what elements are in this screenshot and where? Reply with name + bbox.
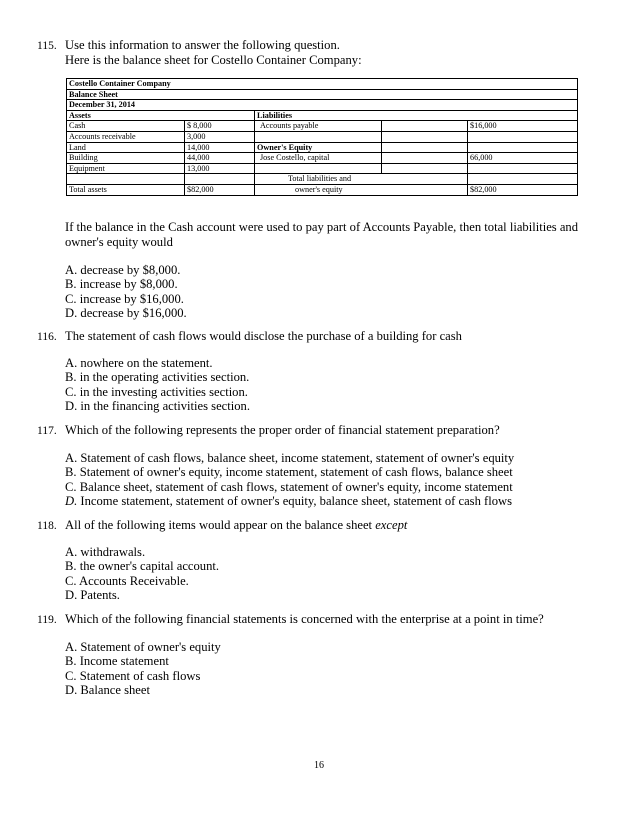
question-number: 116. [37,331,57,343]
asset-value: $ 8,000 [185,121,255,132]
answer-options [65,263,187,320]
table-row [67,142,578,153]
answer-option: D. in the financing activities section. [65,398,251,413]
answer-option: A. nowhere on the statement. [65,356,213,370]
answer-option: D. Patents. [65,587,120,602]
table-row [67,121,578,132]
asset-label: Cash [67,121,185,132]
empty-cell [382,153,468,164]
empty-cell [382,121,468,132]
liability-value [468,174,578,185]
liability-value [468,142,578,153]
asset-label: Equipment [67,163,185,174]
liability-label: Jose Costello, capital [255,153,382,164]
table-row [67,79,578,90]
asset-label: Accounts receivable [67,131,185,142]
question-text: Here is the balance sheet for Costello Container Company: [65,53,362,67]
question-text [65,518,407,533]
empty-cell [382,142,468,153]
asset-value: 13,000 [185,163,255,174]
answer-options [65,356,250,413]
question-text: Which of the following represents the proper order of financial statement preparation? [65,423,500,437]
question-number: 117. [37,425,57,437]
asset-value: 44,000 [185,153,255,164]
balance-sheet-table [66,78,578,196]
total-assets-value: $82,000 [185,184,255,195]
table-row [67,110,578,121]
empty-cell [382,163,468,174]
question-text: Use this information to answer the following question. [65,38,340,52]
asset-value: 14,000 [185,142,255,153]
answer-option: B. in the operating activities section. [65,370,250,385]
owners-equity-header: Owner's Equity [255,142,382,153]
assets-header: Assets [67,110,255,121]
question-text-main: All of the following items would appear on the balance sheet [65,518,373,532]
answer-option: D. decrease by $16,000. [65,305,187,320]
answer-options [65,451,514,508]
liability-value [468,163,578,174]
question-text: The statement of cash flows would disclose the purchase of a building for cash [65,329,462,343]
table-row [67,153,578,164]
total-liabilities-equity-value: $82,000 [468,184,578,195]
liability-label [255,131,382,142]
answer-option: C. increase by $16,000. [65,291,184,306]
page-number: 16 [314,760,324,771]
answer-option: B. Income statement [65,654,169,669]
answer-option: B. increase by $8,000. [65,277,178,292]
table-row [67,131,578,142]
question-text-emphasis: except [375,518,408,532]
asset-value [185,174,255,185]
table-row [67,184,578,195]
total-liabilities-equity-label: owner's equity [255,184,468,195]
liability-value: 66,000 [468,153,578,164]
answer-option: C. Statement of cash flows [65,668,201,683]
liabilities-header: Liabilities [255,110,578,121]
asset-value: 3,000 [185,131,255,142]
question-number: 115. [37,40,57,52]
question-paragraph: If the balance in the Cash account were used to pay part of Accounts Payable, then total liabilities and owner's equity would [65,220,579,249]
asset-label: Building [67,153,185,164]
answer-letter: D. [65,493,78,508]
answer-option [65,494,514,508]
liability-value: $16,000 [468,121,578,132]
total-assets-label: Total assets [67,184,185,195]
table-row [67,163,578,174]
question-number: 119. [37,614,57,626]
answer-option: A. Statement of cash flows, balance sheet, income statement, statement of owner's equity [65,451,515,465]
answer-option: A. withdrawals. [65,545,146,559]
table-title: Costello Container Company [67,79,578,90]
answer-option: C. Balance sheet, statement of cash flows, statement of owner's equity, income statement [65,479,513,494]
table-row [67,174,578,185]
answer-option: D. Balance sheet [65,682,150,697]
liability-value [468,131,578,142]
liability-label: Total liabilities and [255,174,468,185]
table-date: December 31, 2014 [67,100,578,111]
table-row [67,100,578,111]
liability-label: Accounts payable [255,121,382,132]
table-subtitle: Balance Sheet [67,89,578,100]
answer-option: B. Statement of owner's equity, income statement, statement of cash flows, balance sheet [65,465,513,480]
answer-option: A. decrease by $8,000. [65,263,181,277]
answer-option: C. in the investing activities section. [65,384,248,399]
liability-label [255,163,382,174]
question-text: Which of the following financial statements is concerned with the enterprise at a point in time? [65,612,544,626]
asset-label [67,174,185,185]
empty-cell [382,131,468,142]
answer-options [65,640,221,697]
answer-option: B. the owner's capital account. [65,559,220,574]
table-row [67,89,578,100]
answer-text: Income statement, statement of owner's equity, balance sheet, statement of cash flows [80,493,513,508]
answer-option: C. Accounts Receivable. [65,573,189,588]
question-number: 118. [37,520,57,532]
answer-option: A. Statement of owner's equity [65,640,221,654]
answer-options [65,545,219,602]
asset-label: Land [67,142,185,153]
